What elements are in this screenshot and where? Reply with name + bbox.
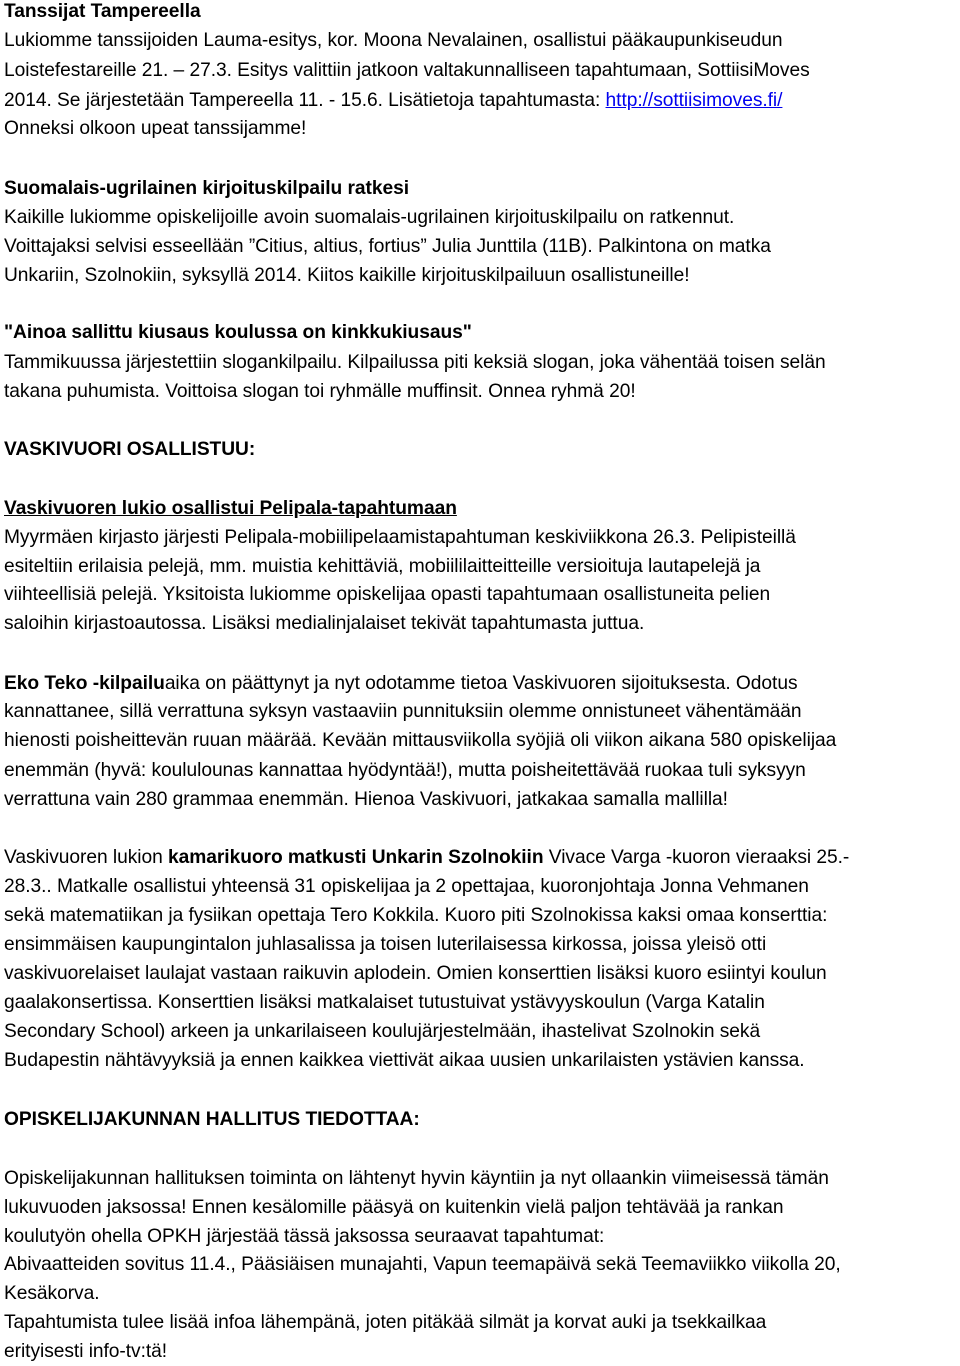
paragraph-line: ensimmäisen kaupungintalon juhlasalissa ja toisen luterilaisessa kirkossa, joissa yleisö otti — [4, 934, 767, 955]
paragraph-line — [4, 86, 782, 115]
paragraph-line: gaalakonsertissa. Konserttien lisäksi matkalaiset tutustuivat ystävyyskoulun (Varga Katalin — [4, 992, 765, 1013]
paragraph-line: saloihin kirjastoautossa. Lisäksi medialinjalaiset tekivät tapahtumasta juttua. — [4, 613, 645, 634]
paragraph-line: 28.3.. Matkalle osallistui yhteensä 31 opiskelijaa ja 2 opettajaa, kuoronjohtaja Jonna Vehmanen — [4, 876, 809, 897]
section-heading-vaskivuori: VASKIVUORI OSALLISTUU: — [4, 439, 256, 460]
paragraph-line: esiteltiin erilaisia pelejä, mm. muistia kehittäviä, mobiililaitteitteille versioituja lautapelejä ja — [4, 556, 761, 577]
paragraph-line — [4, 669, 798, 698]
eko-teko-label: Eko Teko -kilpailu — [4, 673, 165, 694]
paragraph-line: Kesäkorva. — [4, 1283, 100, 1304]
paragraph-line: hienosti poisheittevän ruuan määrää. Kevään mittausviikolla syöjiä oli viikon aikana 580 opiskelijaa — [4, 730, 837, 751]
paragraph-line: Voittajaksi selvisi esseellään ”Citius, altius, fortius” Julia Junttila (11B). Palkintona on matka — [4, 236, 771, 257]
paragraph-line: enemmän (hyvä: koululounas kannattaa hyödyntää!), mutta poisheitettävää ruokaa tuli syksyyn — [4, 760, 806, 781]
paragraph-line: Myyrmäen kirjasto järjesti Pelipala-mobiilipelaamistapahtuman keskiviikkona 26.3. Pelipisteillä — [4, 527, 796, 548]
paragraph-text: aika on päättynyt ja nyt odotamme tietoa Vaskivuoren sijoituksesta. Odotus — [164, 673, 798, 694]
paragraph-line: Abivaatteiden sovitus 11.4., Pääsiäisen munajahti, Vapun teemapäivä sekä Teemaviikko viikolla 20, — [4, 1254, 841, 1275]
section-heading-tanssijat: Tanssijat Tampereella — [4, 1, 201, 22]
paragraph-line: verrattuna vain 280 grammaa enemmän. Hienoa Vaskivuori, jatkakaa samalla mallilla! — [4, 789, 728, 810]
paragraph-line: Kaikille lukiomme opiskelijoille avoin suomalais-ugrilainen kirjoituskilpailu on ratkennut. — [4, 207, 735, 228]
paragraph-line: Tammikuussa järjestettiin slogankilpailu. Kilpailussa piti keksiä slogan, joka vähentää toisen selän — [4, 352, 826, 373]
article-heading-pelipala: Vaskivuoren lukio osallistui Pelipala-tapahtumaan — [4, 498, 457, 519]
paragraph-text: Vivace Varga -kuoron vieraaksi 25.- — [543, 847, 850, 868]
paragraph-line: Opiskelijakunnan hallituksen toiminta on lähtenyt hyvin käyntiin ja nyt ollaankin viimeisessä tämän — [4, 1168, 829, 1189]
section-heading-slogan: "Ainoa sallittu kiusaus koulussa on kinkkukiusaus" — [4, 322, 472, 343]
paragraph-line: koulutyön ohella OPKH järjestää tässä jaksossa seuraavat tapahtumat: — [4, 1226, 605, 1247]
paragraph-line: Unkariin, Szolnokiin, syksyllä 2014. Kiitos kaikille kirjoituskilpailuun osallistuneille! — [4, 265, 690, 286]
paragraph-line: vaskivuorelaiset laulajat vastaan raikuvin aplodein. Omien konserttien lisäksi kuoro esiintyi koulun — [4, 963, 827, 984]
paragraph-line: kannattanee, sillä verrattuna syksyn vastaaviin punnituksiin olemme onnistuneet vähentämään — [4, 701, 802, 722]
section-heading-opkh: OPISKELIJAKUNNAN HALLITUS TIEDOTTAA: — [4, 1109, 420, 1130]
paragraph-line: Budapestin nähtävyyksiä ja ennen kaikkea viettivät aikaa uusien unkarilaisten ystävien kanssa. — [4, 1050, 805, 1071]
paragraph-text: Vaskivuoren lukion — [4, 847, 169, 868]
paragraph-line: Secondary School) arkeen ja unkarilaiseen koulujärjestelmään, ihastelivat Szolnokin sekä — [4, 1021, 761, 1042]
section-heading-kirjoituskilpailu: Suomalais-ugrilainen kirjoituskilpailu ratkesi — [4, 178, 410, 199]
kamarikuoro-emphasis: kamarikuoro matkusti Unkarin Szolnokiin — [168, 847, 544, 868]
paragraph-line: Lukiomme tanssijoiden Lauma-esitys, kor. Moona Nevalainen, osallistui pääkaupunkiseudun — [4, 30, 783, 51]
paragraph-line — [4, 843, 849, 872]
paragraph-line: viihteellisiä pelejä. Yksitoista lukiomme opiskelijaa opasti tapahtumaan osallistuneita pelien — [4, 584, 771, 605]
paragraph-line: lukuvuoden jaksossa! Ennen kesälomille pääsyä on kuitenkin vielä paljon tehtävää ja rankan — [4, 1197, 784, 1218]
sottiisimoves-link[interactable]: http://sottiisimoves.fi/ — [605, 90, 783, 111]
paragraph-line: Loistefestareille 21. – 27.3. Esitys valittiin jatkoon valtakunnalliseen tapahtumaan, SottiisiMoves — [4, 60, 810, 81]
paragraph-line: takana puhumista. Voittoisa slogan toi ryhmälle muffinsit. Onnea ryhmä 20! — [4, 381, 636, 402]
paragraph-line: erityisesti info-tv:tä! — [4, 1341, 168, 1362]
paragraph-line: sekä matematiikan ja fysiikan opettaja Tero Kokkila. Kuoro piti Szolnokissa kaksi omaa konserttia: — [4, 905, 828, 926]
paragraph-line: Onneksi olkoon upeat tanssijamme! — [4, 118, 307, 139]
paragraph-text: 2014. Se järjestetään Tampereella 11. - 15.6. Lisätietoja tapahtumasta: — [4, 90, 606, 111]
paragraph-line: Tapahtumista tulee lisää infoa lähempänä, joten pitäkää silmät ja korvat auki ja tsekkailkaa — [4, 1312, 767, 1333]
